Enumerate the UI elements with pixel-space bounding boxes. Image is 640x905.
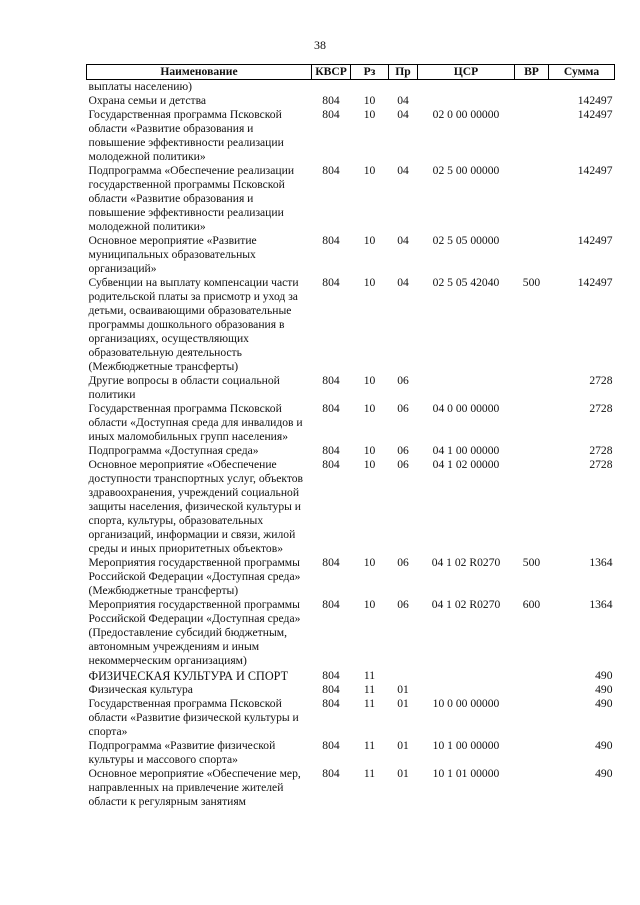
- row-vr: [515, 80, 549, 95]
- row-vr: [515, 374, 549, 402]
- table-header: [87, 65, 615, 80]
- row-csr: 04 0 00 00000: [432, 402, 500, 415]
- row-vr: 500: [522, 276, 541, 289]
- table-row: [87, 767, 615, 809]
- row-kvsr: 804: [322, 164, 340, 177]
- row-csr: 10 0 00 00000: [432, 697, 500, 710]
- row-name: Охрана семьи и детства: [88, 94, 207, 107]
- row-rz: 10: [363, 108, 376, 121]
- row-kvsr: 804: [322, 767, 340, 780]
- row-sum: 142497: [577, 276, 613, 289]
- table-row: [87, 444, 615, 458]
- row-pr: 04: [397, 164, 409, 177]
- page-number: 38: [314, 38, 326, 52]
- row-rz: 10: [363, 164, 376, 177]
- row-kvsr: 804: [322, 598, 340, 611]
- row-csr: 02 0 00 00000: [432, 108, 500, 121]
- row-kvsr: 804: [322, 108, 340, 121]
- row-csr: 04 1 02 R0270: [431, 556, 501, 569]
- row-pr: 04: [397, 108, 409, 121]
- row-name: выплаты населению): [88, 80, 193, 93]
- row-kvsr: 804: [322, 402, 340, 415]
- row-csr: [418, 94, 515, 108]
- row-name: Подпрограмма «Доступная среда»: [88, 444, 259, 457]
- row-kvsr: 804: [322, 669, 340, 682]
- row-sum: 142497: [577, 108, 613, 121]
- row-name: Основное мероприятие «Обеспечение мер, направленных на привлечение жителей области к регулярным занятиям: [88, 767, 301, 808]
- row-sum: 2728: [589, 458, 613, 471]
- column-header-pr: Пр: [389, 65, 418, 80]
- row-sum: 142497: [577, 234, 613, 247]
- row-vr: [515, 697, 549, 739]
- row-name: Мероприятия государственной программы Российской Федерации «Доступная среда» (Межбюджетные трансферты): [88, 556, 301, 597]
- row-name: Основное мероприятие «Обеспечение доступности транспортных услуг, объектов здравоохранения, учреждений социальной защиты населения, физической культуры и спорта, культуры, образовательных организаций, информации и связи, жилой среды и иных приоритетных объектов»: [88, 458, 304, 555]
- row-kvsr: 804: [322, 94, 340, 107]
- row-sum: 490: [595, 697, 613, 710]
- row-rz: 10: [363, 556, 376, 569]
- table-row: [87, 374, 615, 402]
- row-sum: 1364: [589, 598, 613, 611]
- row-sum: 490: [595, 767, 613, 780]
- row-vr: [515, 234, 549, 276]
- row-sum: 2728: [589, 444, 613, 457]
- table-row: [87, 234, 615, 276]
- row-name: Физическая культура: [88, 683, 193, 696]
- row-pr: 06: [397, 402, 409, 415]
- row-csr: 02 5 05 00000: [432, 234, 500, 247]
- table-row: [87, 458, 615, 556]
- row-kvsr: 804: [322, 697, 340, 710]
- table-row: [87, 598, 615, 668]
- row-vr: [515, 668, 549, 683]
- row-pr: [389, 668, 418, 683]
- row-csr: 10 1 00 00000: [432, 739, 500, 752]
- row-pr: 06: [397, 598, 409, 611]
- row-rz: 10: [363, 598, 376, 611]
- row-pr: 04: [397, 234, 409, 247]
- row-vr: [515, 458, 549, 556]
- row-pr: 06: [397, 458, 409, 471]
- row-rz: 10: [363, 458, 376, 471]
- row-name: Субвенции на выплату компенсации части родительской платы за присмотр и уход за детьми, осваивающими образовательные программы дошкольного образования в организациях, осуществляющих образовательную деятельность (Межбюджетные трансферты): [88, 276, 299, 373]
- row-pr: 06: [397, 444, 409, 457]
- row-csr: 10 1 01 00000: [432, 767, 500, 780]
- row-sum: 1364: [589, 556, 613, 569]
- row-rz: 10: [363, 234, 376, 247]
- row-pr: 01: [397, 697, 409, 710]
- row-kvsr: 804: [322, 444, 340, 457]
- row-csr: [418, 374, 515, 402]
- table-row: [87, 402, 615, 444]
- row-vr: [515, 767, 549, 809]
- row-csr: [418, 80, 515, 95]
- row-rz: 10: [363, 444, 376, 457]
- column-header-name: Наименование: [87, 65, 312, 80]
- row-pr: 01: [397, 767, 409, 780]
- table-row: [87, 276, 615, 374]
- row-kvsr: [312, 80, 351, 95]
- row-rz: 10: [363, 276, 376, 289]
- row-vr: [515, 94, 549, 108]
- budget-table: [86, 64, 615, 809]
- row-name: Подпрограмма «Обеспечение реализации государственной программы Псковской области «Развитие образования и повышение эффективности реализации молодежной политики»: [88, 164, 295, 233]
- row-rz: 11: [363, 683, 376, 696]
- row-sum: 2728: [589, 402, 613, 415]
- row-sum: 490: [595, 669, 613, 682]
- row-rz: 11: [363, 697, 376, 710]
- table-row: [87, 108, 615, 164]
- column-header-csr: ЦСР: [418, 65, 515, 80]
- row-rz: 10: [363, 374, 376, 387]
- row-kvsr: 804: [322, 739, 340, 752]
- row-name: Подпрограмма «Развитие физической культуры и массового спорта»: [88, 739, 276, 766]
- table-row: [87, 683, 615, 697]
- row-rz: 10: [363, 94, 376, 107]
- row-name: Основное мероприятие «Развитие муниципальных образовательных организаций»: [88, 234, 257, 275]
- row-vr: [515, 683, 549, 697]
- table-row: [87, 94, 615, 108]
- table-row: [87, 697, 615, 739]
- row-kvsr: 804: [322, 276, 340, 289]
- row-rz: [351, 80, 389, 95]
- row-vr: [515, 444, 549, 458]
- row-name: Государственная программа Псковской области «Развитие образования и повышение эффективности реализации молодежной политики»: [88, 108, 284, 163]
- table-body: [87, 80, 615, 810]
- row-rz: 10: [363, 402, 376, 415]
- row-pr: 01: [397, 739, 409, 752]
- row-sum: [549, 80, 615, 95]
- row-sum: 2728: [589, 374, 613, 387]
- row-kvsr: 804: [322, 234, 340, 247]
- row-csr: 04 1 02 00000: [432, 458, 500, 471]
- row-name: Государственная программа Псковской области «Доступная среда для инвалидов и иных маломобильных групп населения»: [88, 402, 303, 443]
- row-csr: [418, 668, 515, 683]
- table-row: [87, 556, 615, 598]
- table-row: [87, 668, 615, 683]
- row-csr: 02 5 00 00000: [432, 164, 500, 177]
- row-sum: 142497: [577, 94, 613, 107]
- row-pr: 04: [397, 94, 409, 107]
- row-vr: [515, 402, 549, 444]
- table-row: [87, 164, 615, 234]
- table-row: [87, 80, 615, 95]
- row-kvsr: 804: [322, 683, 340, 696]
- row-name: Другие вопросы в области социальной политики: [88, 374, 280, 401]
- row-pr: 04: [397, 276, 409, 289]
- row-pr: 06: [397, 374, 409, 387]
- row-sum: 490: [595, 683, 613, 696]
- row-name: Государственная программа Псковской области «Развитие физической культуры и спорта»: [88, 697, 299, 738]
- row-vr: 600: [522, 598, 541, 611]
- row-csr: 04 1 00 00000: [432, 444, 500, 457]
- column-header-sum: Сумма: [549, 65, 615, 80]
- row-vr: [515, 108, 549, 164]
- row-vr: 500: [522, 556, 541, 569]
- row-rz: 11: [363, 669, 376, 682]
- row-pr: 06: [397, 556, 409, 569]
- row-kvsr: 804: [322, 458, 340, 471]
- row-vr: [515, 164, 549, 234]
- row-name: Мероприятия государственной программы Российской Федерации «Доступная среда» (Предоставление субсидий бюджетным, автономным учреждениям и иным некоммерческим организациям): [88, 598, 301, 667]
- row-sum: 142497: [577, 164, 613, 177]
- row-csr: [418, 683, 515, 697]
- column-header-rz: Рз: [351, 65, 389, 80]
- column-header-kvsr: КВСР: [312, 65, 351, 80]
- row-pr: 01: [397, 683, 409, 696]
- row-kvsr: 804: [322, 374, 340, 387]
- column-header-vr: ВР: [515, 65, 549, 80]
- row-kvsr: 804: [322, 556, 340, 569]
- table-row: [87, 739, 615, 767]
- row-vr: [515, 739, 549, 767]
- row-csr: 02 5 05 42040: [432, 276, 500, 289]
- row-name: ФИЗИЧЕСКАЯ КУЛЬТУРА И СПОРТ: [88, 669, 289, 683]
- row-pr: [389, 80, 418, 95]
- row-sum: 490: [595, 739, 613, 752]
- row-csr: 04 1 02 R0270: [431, 598, 501, 611]
- row-rz: 11: [363, 739, 376, 752]
- row-rz: 11: [363, 767, 376, 780]
